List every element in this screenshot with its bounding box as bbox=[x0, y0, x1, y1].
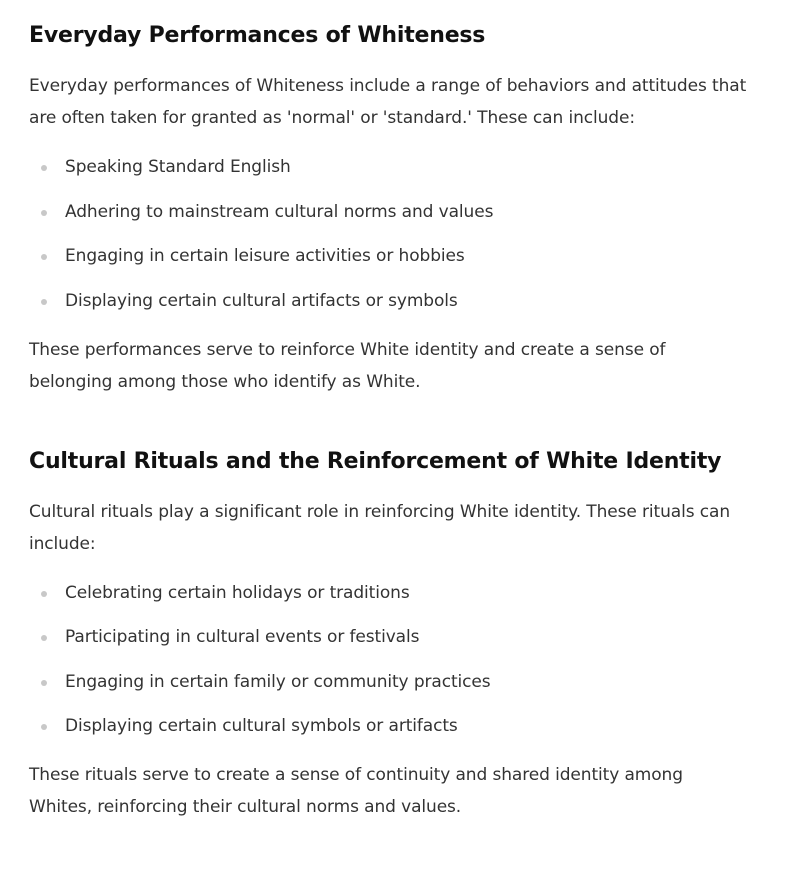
bullet-dot-icon bbox=[41, 254, 47, 260]
section-closing-paragraph: These rituals serve to create a sense of continuity and shared identity among Whites, reinforcing their cultural norms and values. bbox=[29, 765, 683, 817]
bullet-list bbox=[29, 156, 749, 312]
section-cultural-rituals bbox=[29, 446, 749, 824]
list-item bbox=[29, 290, 749, 312]
list-item bbox=[29, 201, 749, 223]
bullet-dot-icon bbox=[41, 299, 47, 305]
bullet-dot-icon bbox=[41, 724, 47, 730]
section-closing-paragraph: These performances serve to reinforce White identity and create a sense of belonging among those who identify as White. bbox=[29, 339, 666, 392]
list-item-text: Adhering to mainstream cultural norms and values bbox=[65, 201, 494, 222]
list-item bbox=[29, 582, 749, 604]
list-item-text: Celebrating certain holidays or traditions bbox=[65, 582, 410, 603]
list-item bbox=[29, 245, 749, 267]
list-item bbox=[29, 626, 749, 648]
bullet-dot-icon bbox=[41, 680, 47, 686]
section-heading: Cultural Rituals and the Reinforcement of White Identity bbox=[29, 448, 722, 474]
bullet-dot-icon bbox=[41, 210, 47, 216]
bullet-dot-icon bbox=[41, 635, 47, 641]
list-item-text: Participating in cultural events or festivals bbox=[65, 627, 420, 647]
bullet-dot-icon bbox=[41, 165, 47, 171]
section-everyday-performances bbox=[29, 20, 749, 398]
list-item-text: Displaying certain cultural artifacts or symbols bbox=[65, 290, 458, 311]
list-item-text: Speaking Standard English bbox=[65, 157, 291, 177]
section-heading: Everyday Performances of Whiteness bbox=[29, 23, 486, 48]
section-intro-paragraph: Everyday performances of Whiteness include a range of behaviors and attitudes that are often taken for granted as 'normal' or 'standard.' These can include: bbox=[29, 76, 747, 128]
list-item-text: Engaging in certain family or community practices bbox=[65, 671, 491, 692]
bullet-list bbox=[29, 582, 749, 738]
list-item-text: Engaging in certain leisure activities or hobbies bbox=[65, 246, 465, 266]
bullet-dot-icon bbox=[41, 591, 47, 597]
list-item-text: Displaying certain cultural symbols or artifacts bbox=[65, 716, 458, 736]
section-intro-paragraph: Cultural rituals play a significant role in reinforcing White identity. These rituals can include: bbox=[29, 501, 731, 554]
list-item bbox=[29, 671, 749, 693]
list-item bbox=[29, 156, 749, 178]
list-item bbox=[29, 715, 749, 737]
